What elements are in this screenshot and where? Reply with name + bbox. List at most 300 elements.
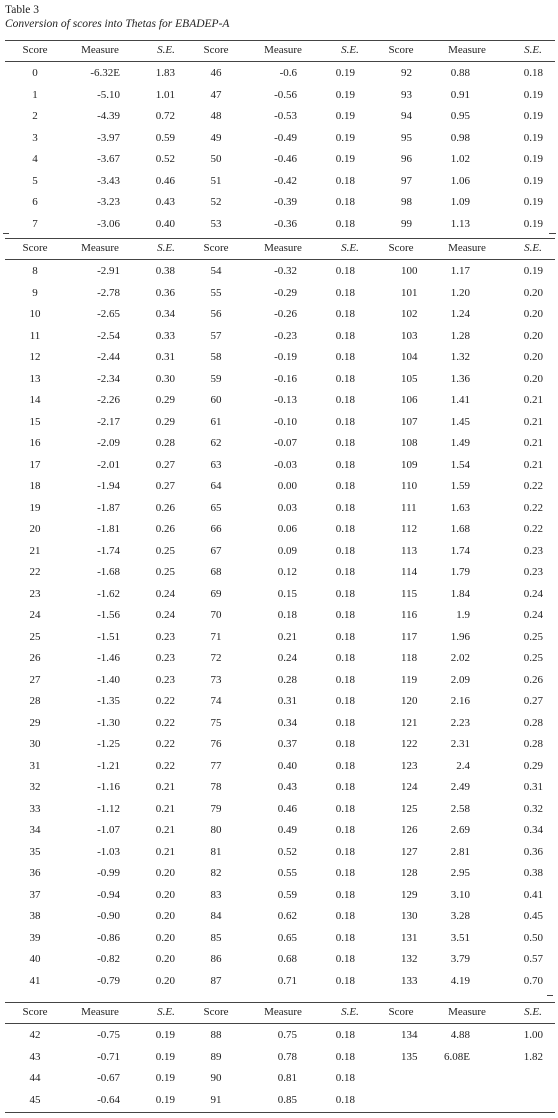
table-cell: 0.20 <box>155 867 175 879</box>
table-cell: 29 <box>29 716 41 729</box>
table-row <box>5 541 555 562</box>
table-row <box>5 734 555 755</box>
table-cell: 68 <box>210 566 222 578</box>
table-cell: 0.19 <box>335 153 355 165</box>
table-cell: 1.28 <box>450 329 470 342</box>
table-cell: 0.18 <box>335 953 355 965</box>
table-row <box>5 928 555 949</box>
table-cell: 0.25 <box>523 630 543 643</box>
table-cell: -5.10 <box>97 88 120 101</box>
table-cell: 0.18 <box>335 1029 355 1041</box>
table-cell: 0.20 <box>523 329 543 342</box>
table-cell: 0.26 <box>155 523 175 535</box>
table-cell: 0.30 <box>155 372 175 385</box>
table-cell: 0.52 <box>277 845 297 858</box>
table-cell: 91 <box>210 1093 222 1106</box>
table-cell: 33 <box>29 802 41 815</box>
table-cell: 0.19 <box>523 88 543 101</box>
table-row <box>5 192 555 213</box>
table-cell: 1.84 <box>450 587 470 600</box>
table-cell: 60 <box>210 394 222 406</box>
table-cell: 1.32 <box>450 351 470 363</box>
table-cell: 0.18 <box>335 695 355 707</box>
header-row <box>5 238 555 259</box>
table-cell: 42 <box>29 1029 41 1041</box>
table-cell: -2.65 <box>97 308 120 320</box>
table-cell: -1.07 <box>97 824 120 836</box>
table-cell: 1.9 <box>456 609 470 621</box>
table-cell: 0.20 <box>155 888 175 901</box>
table-cell: 0.19 <box>335 88 355 101</box>
table-cell: 0.29 <box>155 415 175 428</box>
table-cell: 0.32 <box>523 802 543 815</box>
table-cell: 90 <box>210 1072 222 1084</box>
table-cell: 32 <box>29 781 41 793</box>
table-cell: 0.18 <box>335 910 355 922</box>
table-row <box>5 283 555 304</box>
table-cell: -3.97 <box>97 131 120 144</box>
table-cell: 0.26 <box>155 501 175 514</box>
table-row <box>5 842 555 863</box>
table-cell: 1.96 <box>450 630 470 643</box>
table-cell: 0.29 <box>523 759 543 772</box>
table-cell: 84 <box>210 910 222 922</box>
column-header: Measure <box>264 44 302 56</box>
table-cell: 0.18 <box>277 609 297 621</box>
table-row <box>5 605 555 626</box>
table-cell: 66 <box>210 523 222 535</box>
table-cell: 0.24 <box>523 587 543 600</box>
table-cell: 1.20 <box>450 286 470 299</box>
table-cell: 0.18 <box>335 1050 355 1063</box>
table-cell: 1.59 <box>450 480 470 492</box>
table-cell: 0.25 <box>155 566 175 578</box>
table-cell: 0.18 <box>335 1072 355 1084</box>
table-cell: 132 <box>401 953 418 965</box>
table-cell: 1 <box>32 88 38 101</box>
table-cell: 1.06 <box>450 174 470 187</box>
table-cell: 0.18 <box>335 888 355 901</box>
table-cell: 124 <box>401 781 418 793</box>
table-row <box>5 214 555 235</box>
table-cell: 0.18 <box>335 824 355 836</box>
table-cell: -0.53 <box>274 110 297 122</box>
table-cell: -0.29 <box>274 286 297 299</box>
table-row <box>5 455 555 476</box>
table-cell: -0.42 <box>274 174 297 187</box>
table-cell: 121 <box>401 716 418 729</box>
table-cell: 129 <box>401 888 418 901</box>
continuation-mark <box>547 995 553 996</box>
table-cell: 0.21 <box>155 845 175 858</box>
table-cell: -3.06 <box>97 217 120 230</box>
table-cell: -3.23 <box>97 196 120 208</box>
table-cell: 1.41 <box>450 394 470 406</box>
table-cell: 5 <box>32 174 38 187</box>
table-cell: 0.70 <box>523 974 543 987</box>
rule-bottom <box>5 1112 555 1113</box>
table-cell: 98 <box>401 196 412 208</box>
table-cell: 0.36 <box>155 286 175 299</box>
table-cell: 50 <box>210 153 222 165</box>
table-cell: 0.36 <box>523 845 543 858</box>
table-cell: 0.19 <box>155 1093 175 1106</box>
table-cell: 48 <box>210 110 222 122</box>
column-header: S.E. <box>157 44 175 56</box>
table-cell: 0.19 <box>523 153 543 165</box>
table-row <box>5 476 555 497</box>
table-cell: 0.18 <box>335 867 355 879</box>
table-row <box>5 261 555 282</box>
table-cell: 131 <box>401 931 418 944</box>
table-cell: 78 <box>210 781 222 793</box>
table-cell: -1.56 <box>97 609 120 621</box>
column-header: Measure <box>448 1006 486 1018</box>
table-cell: 1.13 <box>450 217 470 230</box>
table-cell: -1.94 <box>97 480 120 492</box>
table-cell: 0.24 <box>523 609 543 621</box>
table-cell: 21 <box>29 544 41 557</box>
table-cell: 0.20 <box>155 931 175 944</box>
table-cell: 0.21 <box>277 630 297 643</box>
table-cell: 0.18 <box>335 501 355 514</box>
table-row <box>5 648 555 669</box>
table-cell: 0.03 <box>277 501 297 514</box>
table-cell: 0.50 <box>523 931 543 944</box>
table-cell: 80 <box>210 824 222 836</box>
table-cell: 93 <box>401 88 412 101</box>
table-cell: 0.46 <box>277 802 297 815</box>
table-cell: 0.59 <box>277 888 297 901</box>
table-cell: 88 <box>210 1029 222 1041</box>
table-cell: -0.03 <box>274 458 297 471</box>
table-cell: 25 <box>29 630 41 643</box>
column-header: S.E. <box>341 1006 359 1018</box>
table-cell: 24 <box>29 609 41 621</box>
table-cell: 13 <box>29 372 41 385</box>
table-row <box>5 885 555 906</box>
table-cell: -2.91 <box>97 265 120 277</box>
continuation-mark <box>549 233 556 234</box>
table-cell: 0.19 <box>523 110 543 122</box>
table-cell: 2.69 <box>450 824 470 836</box>
table-cell: -3.67 <box>97 153 120 165</box>
column-header: S.E. <box>341 242 359 254</box>
table-cell: 3.79 <box>450 953 470 965</box>
table-cell: 95 <box>401 131 412 144</box>
table-cell: 113 <box>401 544 418 557</box>
table-cell: -0.90 <box>97 910 120 922</box>
table-cell: 96 <box>401 153 412 165</box>
table-cell: 0.19 <box>155 1029 175 1041</box>
table-cell: 0.40 <box>155 217 175 230</box>
table-cell: 0.20 <box>523 372 543 385</box>
table-cell: 104 <box>401 351 418 363</box>
table-cell: -1.21 <box>97 759 120 772</box>
table-cell: 0.28 <box>155 437 175 449</box>
table-cell: 72 <box>210 652 222 664</box>
table-cell: -0.07 <box>274 437 297 449</box>
table-cell: 45 <box>29 1093 41 1106</box>
header-row <box>5 40 555 61</box>
table-cell: 2.95 <box>450 867 470 879</box>
table-cell: 0.72 <box>155 110 175 122</box>
table-cell: 0.65 <box>277 931 297 944</box>
table-cell: 2.4 <box>456 759 470 772</box>
table-cell: 0.18 <box>335 480 355 492</box>
table-cell: 105 <box>401 372 418 385</box>
column-header: Score <box>203 44 229 56</box>
table-cell: -0.64 <box>97 1093 120 1106</box>
table-cell: 0.18 <box>335 458 355 471</box>
table-cell: 0.09 <box>277 544 297 557</box>
table-cell: 56 <box>210 308 222 320</box>
table-cell: 19 <box>29 501 41 514</box>
table-cell: 0.22 <box>155 716 175 729</box>
table-row <box>5 304 555 325</box>
table-cell: 100 <box>401 265 418 277</box>
table-cell: 2.31 <box>450 738 470 750</box>
table-cell: -0.86 <box>97 931 120 944</box>
table-cell: 0.52 <box>155 153 175 165</box>
table-cell: 102 <box>401 308 418 320</box>
table-cell: 0.00 <box>277 480 297 492</box>
table-row <box>5 713 555 734</box>
column-header: Measure <box>81 44 119 56</box>
table-cell: 37 <box>29 888 41 901</box>
table-cell: 0.98 <box>450 131 470 144</box>
table-cell: -1.81 <box>97 523 120 535</box>
table-cell: 0.24 <box>277 652 297 664</box>
table-cell: 133 <box>401 974 418 987</box>
table-cell: 0.18 <box>335 974 355 987</box>
table-cell: 0.43 <box>277 781 297 793</box>
table-cell: 51 <box>210 174 222 187</box>
table-cell: -6.32E <box>90 67 120 79</box>
table-cell: 0.18 <box>335 265 355 277</box>
table-cell: 83 <box>210 888 222 901</box>
table-cell: -1.68 <box>97 566 120 578</box>
table-cell: 127 <box>401 845 418 858</box>
table-cell: 3.51 <box>450 931 470 944</box>
table-row <box>5 906 555 927</box>
column-header: S.E. <box>157 1006 175 1018</box>
table-cell: 101 <box>401 286 418 299</box>
table-cell: 22 <box>29 566 41 578</box>
table-cell: -1.46 <box>97 652 120 664</box>
table-cell: 0.27 <box>523 695 543 707</box>
table-cell: 74 <box>210 695 222 707</box>
table-cell: 0.18 <box>335 217 355 230</box>
table-cell: 17 <box>29 458 41 471</box>
table-cell: 63 <box>210 458 222 471</box>
table-cell: 0.22 <box>523 523 543 535</box>
table-cell: 111 <box>401 501 417 514</box>
table-cell: 0.12 <box>277 566 297 578</box>
table-cell: 0.71 <box>277 974 297 987</box>
table-cell: 2.81 <box>450 845 470 858</box>
table-cell: -0.46 <box>274 153 297 165</box>
table-cell: 0.19 <box>335 67 355 79</box>
table-cell: -2.09 <box>97 437 120 449</box>
table-cell: 0.55 <box>277 867 297 879</box>
table-cell: 27 <box>29 673 41 686</box>
table-cell: -1.62 <box>97 587 120 600</box>
table-cell: 126 <box>401 824 418 836</box>
table-cell: 1.83 <box>155 67 175 79</box>
table-cell: 0.85 <box>277 1093 297 1106</box>
table-cell: -0.71 <box>97 1050 120 1063</box>
table-cell: 15 <box>29 415 41 428</box>
table-cell: 1.09 <box>450 196 470 208</box>
table-cell: 2 <box>32 110 38 122</box>
table-cell: 2.23 <box>450 716 470 729</box>
table-cell: 52 <box>210 196 222 208</box>
table-cell: 0.06 <box>277 523 297 535</box>
table-cell: 0.18 <box>335 630 355 643</box>
column-header: Score <box>388 1006 414 1018</box>
table-cell: 0.21 <box>155 802 175 815</box>
table-row <box>5 498 555 519</box>
table-cell: 97 <box>401 174 412 187</box>
table-cell: 0.20 <box>523 308 543 320</box>
table-row <box>5 971 555 992</box>
table-cell: 0.20 <box>523 286 543 299</box>
table-cell: 2.16 <box>450 695 470 707</box>
table-cell: 1.45 <box>450 415 470 428</box>
table-cell: 38 <box>29 910 41 922</box>
table-cell: 0.18 <box>335 802 355 815</box>
table-cell: 0.21 <box>523 394 543 406</box>
table-cell: 0.23 <box>155 673 175 686</box>
table-row <box>5 85 555 106</box>
table-cell: 135 <box>401 1050 418 1063</box>
table-cell: 1.02 <box>450 153 470 165</box>
table-row <box>5 347 555 368</box>
table-cell: 0.34 <box>523 824 543 836</box>
table-cell: 119 <box>401 673 418 686</box>
table-cell: 0.34 <box>155 308 175 320</box>
table-cell: 0.31 <box>155 351 175 363</box>
table-cell: 0.23 <box>523 566 543 578</box>
table-cell: 0.19 <box>335 131 355 144</box>
table-cell: 0.18 <box>335 351 355 363</box>
table-cell: -0.13 <box>274 394 297 406</box>
table-cell: 0.18 <box>335 308 355 320</box>
table-cell: 8 <box>32 265 38 277</box>
continuation-mark <box>3 233 9 234</box>
table-cell: 0.19 <box>155 1072 175 1084</box>
column-header: S.E. <box>341 44 359 56</box>
table-cell: 0.22 <box>155 695 175 707</box>
table-cell: 0.25 <box>155 544 175 557</box>
table-cell: -0.75 <box>97 1029 120 1041</box>
table-cell: -2.01 <box>97 458 120 471</box>
table-cell: 82 <box>210 867 222 879</box>
table-cell: 2.49 <box>450 781 470 793</box>
table-cell: 71 <box>210 630 222 643</box>
table-cell: 0.18 <box>523 67 543 79</box>
table-cell: -2.26 <box>97 394 120 406</box>
table-cell: 40 <box>29 953 41 965</box>
table-cell: 110 <box>401 480 418 492</box>
table-cell: 1.24 <box>450 308 470 320</box>
table-row <box>5 390 555 411</box>
table-cell: 0.23 <box>155 630 175 643</box>
table-cell: 1.17 <box>450 265 470 277</box>
table-cell: 106 <box>401 394 418 406</box>
table-cell: 85 <box>210 931 222 944</box>
table-row <box>5 412 555 433</box>
table-cell: -0.56 <box>274 88 297 101</box>
table-cell: 0.19 <box>523 196 543 208</box>
table-cell: 20 <box>29 523 41 535</box>
table-cell: 0.41 <box>523 888 543 901</box>
rule-header <box>5 259 555 260</box>
table-cell: 0.81 <box>277 1072 297 1084</box>
table-cell: 0.45 <box>523 910 543 922</box>
table-cell: 87 <box>210 974 222 987</box>
table-cell: -2.78 <box>97 286 120 299</box>
table-row <box>5 949 555 970</box>
table-cell: 77 <box>210 759 222 772</box>
table-cell: -1.40 <box>97 673 120 686</box>
table-cell: 36 <box>29 867 41 879</box>
table-cell: 0.19 <box>523 174 543 187</box>
table-cell: 10 <box>29 308 41 320</box>
table-cell: 0.22 <box>155 759 175 772</box>
table-cell: 0.46 <box>155 174 175 187</box>
table-cell: 53 <box>210 217 222 230</box>
table-cell: 130 <box>401 910 418 922</box>
table-cell: -4.39 <box>97 110 120 122</box>
table-cell: 114 <box>401 566 418 578</box>
table-row <box>5 171 555 192</box>
table-cell: 0.21 <box>523 415 543 428</box>
column-header: Score <box>22 1006 48 1018</box>
table-cell: -0.32 <box>274 265 297 277</box>
table-cell: 0.59 <box>155 131 175 144</box>
table-cell: 3.10 <box>450 888 470 901</box>
table-cell: 26 <box>29 652 41 664</box>
table-cell: 86 <box>210 953 222 965</box>
table-cell: 58 <box>210 351 222 363</box>
column-header: S.E. <box>157 242 175 254</box>
column-header: Measure <box>448 44 486 56</box>
table-cell: 94 <box>401 110 412 122</box>
table-cell: 0.19 <box>335 110 355 122</box>
table-cell: 0.27 <box>155 458 175 471</box>
table-cell: 0.18 <box>335 566 355 578</box>
table-row <box>5 63 555 84</box>
table-cell: 2.02 <box>450 652 470 664</box>
column-header: Measure <box>81 242 119 254</box>
table-cell: 0.18 <box>335 196 355 208</box>
table-cell: -0.26 <box>274 308 297 320</box>
table-cell: 0.18 <box>335 673 355 686</box>
table-cell: 109 <box>401 458 418 471</box>
table-cell: 0.18 <box>335 931 355 944</box>
table-cell: 1.54 <box>450 458 470 471</box>
table-cell: 0.22 <box>523 480 543 492</box>
table-cell: 0.57 <box>523 953 543 965</box>
table-cell: 0.24 <box>155 609 175 621</box>
table-row <box>5 863 555 884</box>
table-cell: 89 <box>210 1050 222 1063</box>
table-cell: 49 <box>210 131 222 144</box>
table-cell: 2.09 <box>450 673 470 686</box>
table-cell: 0.75 <box>277 1029 297 1041</box>
